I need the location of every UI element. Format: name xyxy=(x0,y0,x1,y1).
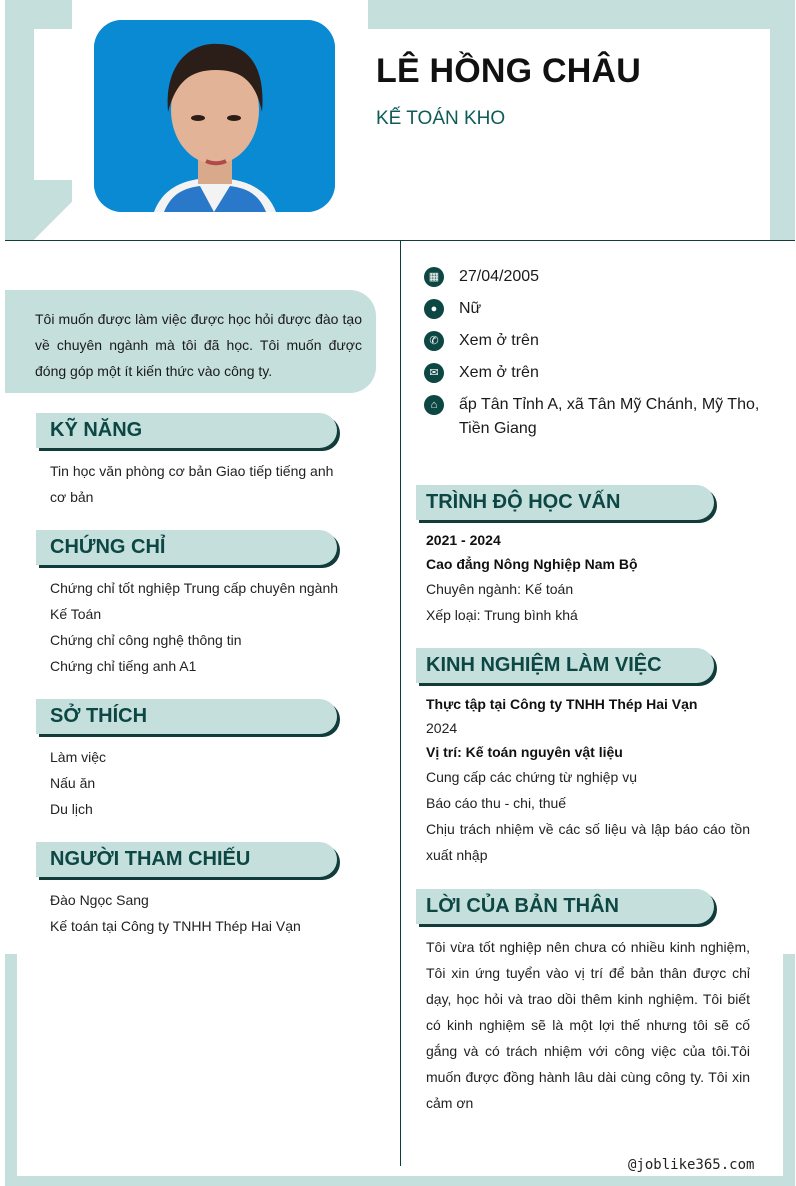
about-heading: LỜI CỦA BẢN THÂN xyxy=(416,889,714,924)
list-item: Nấu ăn xyxy=(50,775,96,791)
experience-position: Vị trí: Kế toán nguyên vật liệu xyxy=(426,744,623,760)
education-period: 2021 - 2024 xyxy=(426,532,501,548)
left-border xyxy=(5,954,17,1176)
education-major: Chuyên ngành: Kế toán xyxy=(426,581,574,597)
list-item: Chứng chỉ tiếng anh A1 xyxy=(50,658,197,674)
education-heading: TRÌNH ĐỘ HỌC VẤN xyxy=(416,485,714,520)
footer-watermark: @joblike365.com xyxy=(628,1157,755,1173)
experience-year: 2024 xyxy=(426,720,458,736)
references-list xyxy=(50,887,340,939)
education-details xyxy=(426,528,750,628)
experience-heading: KINH NGHIỆM LÀM VIỆC xyxy=(416,648,714,683)
experience-details xyxy=(426,692,750,868)
education-grade: Xếp loại: Trung bình khá xyxy=(426,607,578,623)
hobbies-heading: SỞ THÍCH xyxy=(36,699,337,734)
home-icon: ⌂ xyxy=(424,395,444,415)
education-school: Cao đẳng Nông Nghiệp Nam Bộ xyxy=(426,556,638,572)
bottom-border xyxy=(5,1176,795,1186)
certificates-list xyxy=(50,575,340,679)
list-item: Cung cấp các chứng từ nghiệp vụ xyxy=(426,769,637,785)
certificates-heading: CHỨNG CHỈ xyxy=(36,530,337,565)
right-border xyxy=(783,954,795,1176)
email-icon: ✉ xyxy=(424,363,444,383)
list-item: Chứng chỉ tốt nghiệp Trung cấp chuyên ngành Kế Toán xyxy=(50,580,339,622)
list-item: Du lịch xyxy=(50,801,93,817)
column-divider xyxy=(400,241,401,1166)
about-text: Tôi vừa tốt nghiệp nên chưa có nhiều kinh nghiệm, Tôi xin ứng tuyển vào vị trí để bản thân được chỉ dạy, học hỏi và trao dồi thêm kinh nghiệm. Tôi biết có kinh nghiệm sẽ là một lợi thế nhưng tôi sẽ cố gắng và có trách nhiệm với công việc của tôi.Tôi muốn được đồng hành lâu dài cùng công ty. Tôi xin cảm ơn xyxy=(426,939,750,1111)
job-title: KẾ TOÁN KHO xyxy=(376,108,506,129)
hobbies-list xyxy=(50,744,340,822)
skills-text: Tin học văn phòng cơ bản Giao tiếp tiếng anh cơ bản xyxy=(50,463,334,505)
skills-heading: KỸ NĂNG xyxy=(36,413,337,448)
list-item: Báo cáo thu - chi, thuế xyxy=(426,795,567,811)
career-objective: Tôi muốn được làm việc được học hỏi được đào tạo về chuyên ngành mà tôi đã học. Tôi muốn được đóng góp một ít kiến thức vào công ty. xyxy=(5,290,376,393)
profile-photo xyxy=(94,20,335,212)
phone-icon: ✆ xyxy=(424,331,444,351)
candidate-name: LÊ HỒNG CHÂU xyxy=(376,52,641,90)
list-item: Làm việc xyxy=(50,749,107,765)
calendar-icon: ▦ xyxy=(424,267,444,287)
list-item: Kế toán tại Công ty TNHH Thép Hai Vạn xyxy=(50,918,301,934)
list-item: Chịu trách nhiệm về các số liệu và lập báo cáo tồn xuất nhập xyxy=(426,821,750,863)
list-item: Đào Ngọc Sang xyxy=(50,892,149,908)
references-heading: NGƯỜI THAM CHIẾU xyxy=(36,842,337,877)
user-icon: ● xyxy=(424,299,444,319)
experience-company: Thực tập tại Công ty TNHH Thép Hai Vạn xyxy=(426,696,698,712)
list-item: Chứng chỉ công nghệ thông tin xyxy=(50,632,242,648)
